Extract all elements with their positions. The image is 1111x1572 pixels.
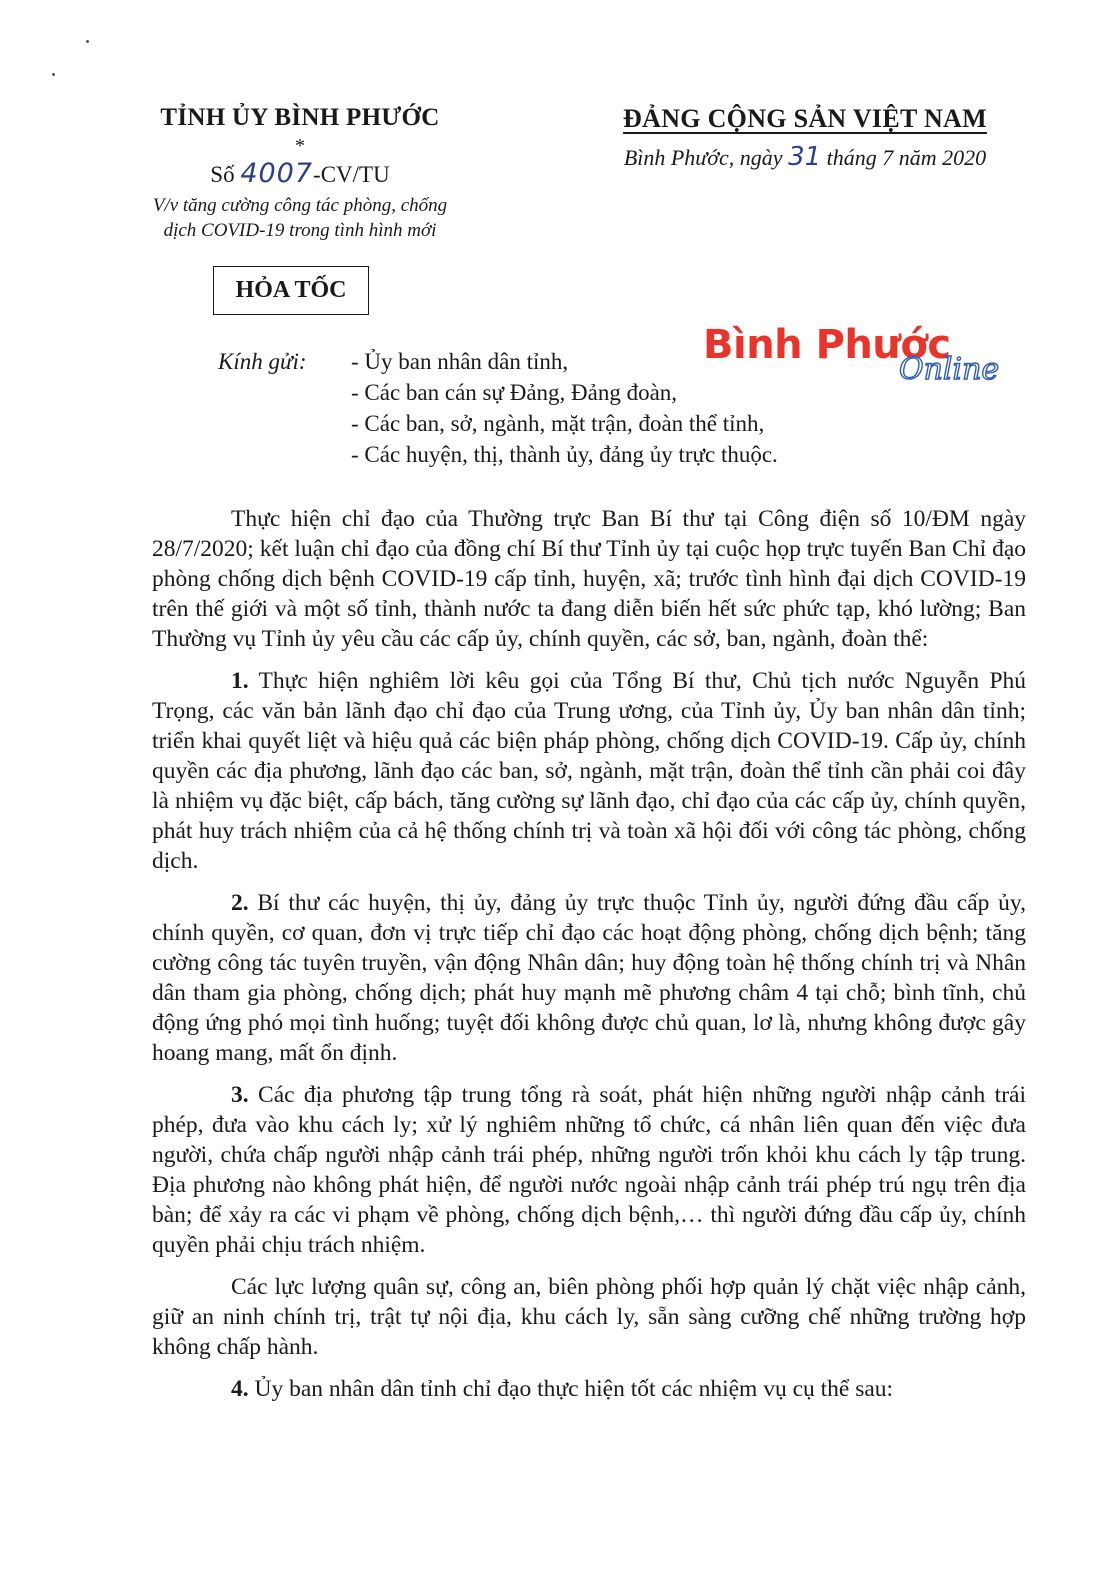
document-body <box>152 504 1026 1416</box>
subject-line-1: V/v tăng cường công tác phòng, chống <box>152 195 448 216</box>
date-day-handwritten: 31 <box>788 142 822 172</box>
recipients-list <box>351 346 1051 470</box>
paragraph-1-number: 1. <box>231 668 249 694</box>
subject-line-2: dịch COVID-19 trong tình hình mới <box>163 220 437 241</box>
paragraph-3 <box>152 1080 1026 1260</box>
issuer-block <box>140 104 460 243</box>
doc-no-prefix: Số <box>210 162 235 187</box>
recipient-item: - Các ban, sở, ngành, mặt trận, đoàn thể tỉnh, <box>351 411 765 436</box>
logo-sub-text: Online <box>899 352 1000 387</box>
recipient-item: - Các huyện, thị, thành ủy, đảng ủy trực thuộc. <box>351 442 778 467</box>
scan-speck <box>86 40 89 43</box>
party-name: ĐẢNG CỘNG SẢN VIỆT NAM <box>623 104 987 133</box>
recipients-label: Kính gửi: <box>218 349 307 374</box>
paragraph-2-number: 2. <box>231 890 249 916</box>
party-block <box>565 104 1045 172</box>
paragraph-1 <box>152 666 1026 876</box>
paragraph-2 <box>152 888 1026 1068</box>
paragraph-1-text: Thực hiện nghiêm lời kêu gọi của Tổng Bí thư, Chủ tịch nước Nguyễn Phú Trọng, các văn bản lãnh đạo chỉ đạo của Trung ương, của Tỉnh ủy, Ủy ban nhân dân tỉnh; triển khai quyết liệt và hiệu quả các biện pháp phòng, chống dịch COVID-19. Cấp ủy, chính quyền các địa phương, lãnh đạo các ban, sở, ngành, mặt trận, đoàn thể tỉnh cần phải coi đây là nhiệm vụ đặc biệt, cấp bách, tăng cường sự lãnh đạo, chỉ đạo của các cấp ủy, chính quyền, phát huy trách nhiệm của cả hệ thống chính trị và toàn xã hội đối với công tác phòng, chống dịch. <box>152 668 1027 874</box>
urgent-stamp: HỎA TỐC <box>213 266 369 315</box>
logo-main-text: Bình Phước <box>703 322 951 368</box>
date-line <box>565 142 1045 172</box>
star-mark: * <box>295 135 305 157</box>
paragraph-2-text: Bí thư các huyện, thị ủy, đảng ủy trực thuộc Tỉnh ủy, người đứng đầu cấp ủy, chính quyền, cơ quan, đơn vị trực tiếp chỉ đạo các hoạt động phòng, chống dịch bệnh; tăng cường công tác tuyên truyền, vận động Nhân dân; huy động toàn hệ thống chính trị và Nhân dân tham gia phòng, chống dịch; phát huy mạnh mẽ phương châm 4 tại chỗ; bình tĩnh, chủ động ứng phó mọi tình huống; tuyệt đối không được chủ quan, lơ là, nhưng không được gây hoang mang, mất ổn định. <box>152 890 1027 1066</box>
date-suffix: tháng 7 năm 2020 <box>826 145 987 170</box>
doc-no-handwritten: 4007 <box>240 158 314 189</box>
recipient-item: - Các ban cán sự Đảng, Đảng đoàn, <box>351 380 678 405</box>
scan-speck <box>52 73 55 76</box>
document-number <box>140 158 460 189</box>
paragraph-4-number: 4. <box>231 1376 249 1402</box>
issuer-name: TỈNH ỦY BÌNH PHƯỚC <box>160 104 440 131</box>
doc-no-suffix: -CV/TU <box>313 162 390 187</box>
paragraph-3b: Các lực lượng quân sự, công an, biên phòng phối hợp quản lý chặt việc nhập cảnh, giữ an ninh chính trị, trật tự nội địa, khu cách ly, sẵn sàng cưỡng chế những trường hợp không chấp hành. <box>152 1274 1026 1360</box>
paragraph-4-text: Ủy ban nhân dân tỉnh chỉ đạo thực hiện tốt các nhiệm vụ cụ thể sau: <box>254 1376 894 1402</box>
paragraph-4 <box>152 1374 1026 1404</box>
paragraph-3-number: 3. <box>231 1082 249 1108</box>
recipient-item: - Ủy ban nhân dân tỉnh, <box>351 349 569 374</box>
intro-paragraph: Thực hiện chỉ đạo của Thường trực Ban Bí thư tại Công điện số 10/ĐM ngày 28/7/2020; kết luận chỉ đạo của đồng chí Bí thư Tỉnh ủy tại cuộc họp trực tuyến Ban Chỉ đạo phòng chống dịch bệnh COVID-19 cấp tỉnh, huyện, xã; trước tình hình đại dịch COVID-19 trên thế giới và một số tỉnh, thành nước ta đang diễn biến hết sức phức tạp, khó lường; Ban Thường vụ Tỉnh ủy yêu cầu các cấp ủy, chính quyền, các sở, ban, ngành, đoàn thể: <box>152 506 1026 652</box>
paragraph-3-text: Các địa phương tập trung tổng rà soát, phát hiện những người nhập cảnh trái phép, đưa vào khu cách ly; xử lý nghiêm những tổ chức, cá nhân liên quan đến việc đưa người, chứa chấp người nhập cảnh trái phép, những người trốn khỏi khu cách ly tập trung. Địa phương nào không phát hiện, để người nước ngoài nhập cảnh trái phép trú ngụ trên địa bàn; để xảy ra các vi phạm về phòng, chống dịch bệnh,… thì người đứng đầu cấp ủy, chính quyền phải chịu trách nhiệm. <box>152 1082 1027 1258</box>
subject-line <box>140 193 460 243</box>
date-prefix: Bình Phước, ngày <box>623 145 783 170</box>
